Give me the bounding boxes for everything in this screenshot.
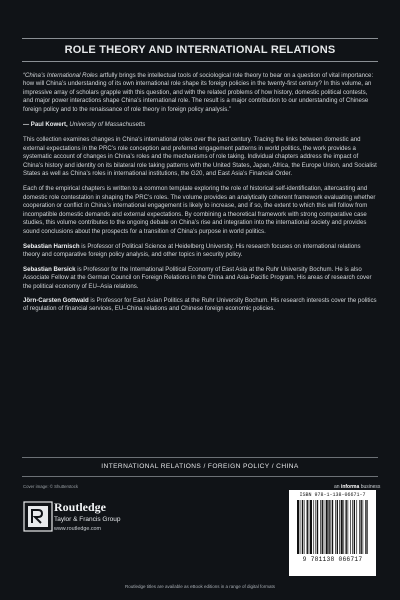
barcode-bar xyxy=(345,500,346,554)
series-title: ROLE THEORY AND INTERNATIONAL RELATIONS xyxy=(64,44,336,56)
barcode-bar xyxy=(359,500,360,554)
barcode-bar xyxy=(352,500,353,554)
routledge-logo-icon xyxy=(23,501,53,532)
barcode-bar xyxy=(348,500,349,554)
informa-prefix: an xyxy=(334,484,340,490)
barcode-bar xyxy=(367,500,368,554)
endorsement-attribution xyxy=(23,121,377,129)
barcode-bar xyxy=(302,500,303,554)
barcode-bar xyxy=(354,500,355,554)
author-name: Jörn-Carsten Gottwald xyxy=(23,296,89,304)
barcode-bar xyxy=(315,500,316,554)
barcode-bar xyxy=(307,500,308,554)
publisher-url: www.routledge.com xyxy=(54,526,102,532)
quote-text: artfully brings the intellectual tools of sociological role theory to bear on a question of vital importance: how will China’s understanding of its own international role shape its foreign policies in the twenty-first century? In this volume, an impressive array of scholars grapple with this question, and with the related problems of how history, domestic political contests, and major power interactions shape China’s international role. The result is a major contribution to our understanding of Chinese foreign policy and to the renaissance of role theory in foreign policy analysis.” xyxy=(23,72,374,113)
informa-brand: informa xyxy=(340,484,360,490)
quote-book-title: “China’s International Roles xyxy=(23,72,98,79)
description-paragraph-2: Each of the empirical chapters is written to a common template exploring the role of historical self-identification, altercasting and domestic role contestation in shaping the PRC’s roles. The volume provides an analytically coherent framework evaluating whether cooperation or conflict in China’s international engagement is likely to increase, and if so, the extent to which this will follow from incompatible domestic demands and external expectations. By combining a theoretical framework with strong comparative case studies, this volume contributes to the ongoing debate on China’s rise and integration into the international society and provides sound conclusions about the prospects for a transition of China’s purpose in world politics. xyxy=(23,185,376,235)
cover-image-credit: Cover image: © Shutterstock xyxy=(23,484,78,489)
subject-categories: INTERNATIONAL RELATIONS / FOREIGN POLICY / CHINA xyxy=(101,463,299,470)
publisher-name: Routledge xyxy=(54,500,106,514)
barcode-bar xyxy=(322,500,323,554)
publisher-group: Taylor & Francis Group xyxy=(54,516,121,523)
author-bio xyxy=(23,266,377,291)
barcode-bar xyxy=(363,500,364,554)
barcode-bar xyxy=(356,500,357,554)
barcode-bar xyxy=(297,500,299,554)
barcode-bar xyxy=(300,500,301,554)
author-name: Sebastian Bersick xyxy=(23,265,76,273)
barcode-bar xyxy=(326,500,328,554)
author-bio-text: is Professor for East Asian Politics at the Ruhr University Bochum. His research interests cover the politics of regulation of financial services, EU–China relations and Chinese foreign economic policies. xyxy=(23,296,377,313)
description-paragraph-1: This collection examines changes in China’s international roles over the past century. Tracing the links between domestic and external expectations in the PRC’s role conception and preferred engagement patterns in world politics, the work provides a systematic account of changes in China’s roles and the mechanisms of role taking. Individual chapters address the impact of China’s history and identity on its bilateral role taking patterns with the United States, Japan, Africa, the Europe Union, and Socialist States as well as China’s roles in international institutions, the G20, and East Asia’s Financial Order. xyxy=(23,136,377,178)
barcode-bar xyxy=(339,500,340,554)
barcode-bar xyxy=(337,500,338,554)
author-bio-text: is Professor for the International Political Economy of East Asia at the Ruhr University Bochum. He is also Associate Fellow at the German Council on Foreign Relations in the China and Asia-Pacific Program. His areas of research cover the political economy of EU–Asia relations. xyxy=(23,265,372,290)
barcode-bar xyxy=(341,500,343,554)
header-rule-top xyxy=(22,38,378,39)
blurb xyxy=(23,72,377,320)
barcode xyxy=(289,490,376,576)
barcode-bar xyxy=(313,500,314,554)
informa-suffix: business xyxy=(360,484,381,490)
barcode-bar xyxy=(335,500,336,554)
barcode-bar xyxy=(320,500,321,554)
barcode-bar xyxy=(330,500,331,554)
barcode-bar xyxy=(360,500,361,554)
subjects-rule-top xyxy=(22,457,378,458)
publisher-logo xyxy=(23,499,138,539)
endorsement-quote xyxy=(23,72,377,114)
barcode-bar xyxy=(343,500,344,554)
author-bios xyxy=(23,243,377,314)
barcode-bar xyxy=(350,500,351,554)
subjects-rule-bottom xyxy=(22,476,378,477)
author-bio-text: is Professor of Political Science at Heidelberg University. His research focuses on international relations theory and comparative foreign policy analysis, and other topics in security policy. xyxy=(23,242,361,259)
barcode-bar xyxy=(309,500,310,554)
author-name: Sebastian Harnisch xyxy=(23,242,80,250)
author-bio xyxy=(23,297,377,314)
header-rule-bottom xyxy=(22,61,378,62)
quote-author: — Paul Kowert, xyxy=(23,121,68,129)
isbn-label: ISBN 978-1-138-06671-7 xyxy=(299,492,366,498)
barcode-bar xyxy=(310,500,312,554)
barcode-bar xyxy=(328,500,329,554)
barcode-bar xyxy=(324,500,325,554)
barcode-bars xyxy=(297,500,368,554)
barcode-bar xyxy=(317,500,318,554)
author-bio xyxy=(23,243,377,260)
barcode-bar xyxy=(365,500,366,554)
ebook-note: Routledge titles are available as eBook editions in a range of digital formats xyxy=(124,584,276,589)
barcode-bar xyxy=(332,500,333,554)
barcode-bar xyxy=(304,500,305,554)
barcode-digits: 9 781138 066717 xyxy=(302,556,363,563)
quote-affiliation: University of Massachusetts xyxy=(69,121,146,129)
